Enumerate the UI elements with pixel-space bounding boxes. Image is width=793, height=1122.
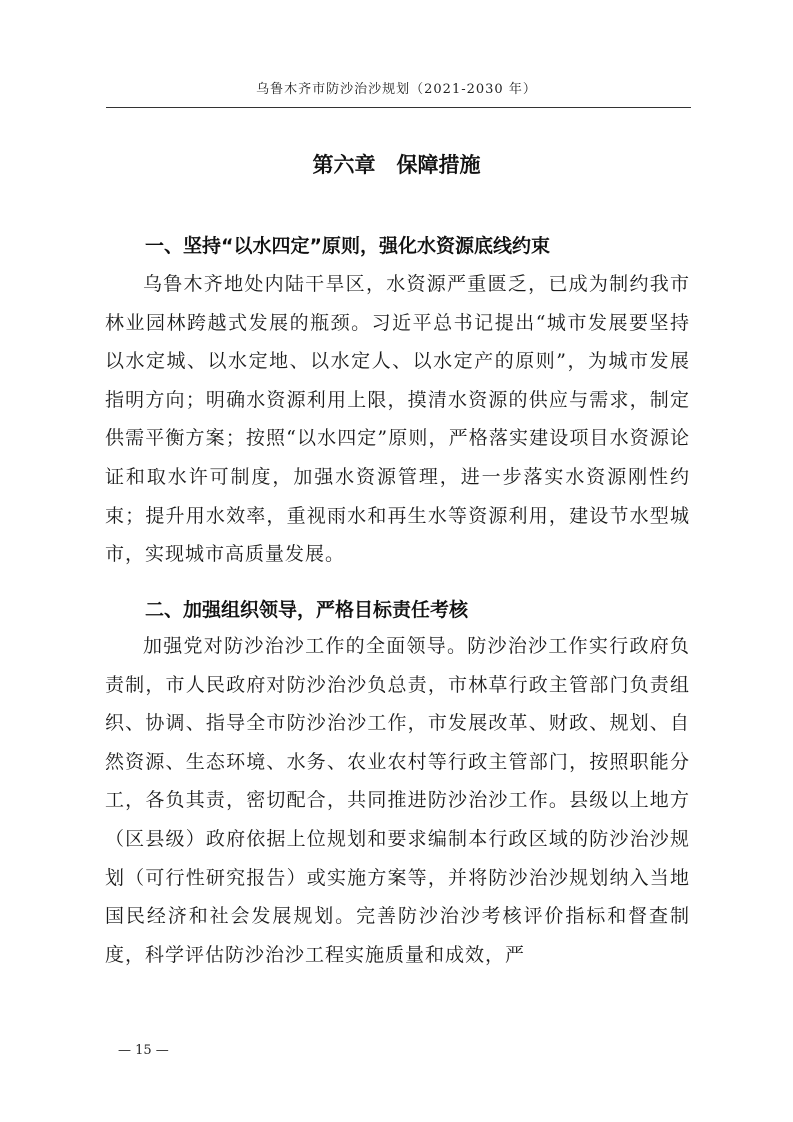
chapter-title: 第六章 保障措施	[312, 153, 481, 177]
section-body-organization: 加强党对防沙治沙工作的全面领导。防沙治沙工作实行政府负责制，市人民政府对防沙治沙负总责，市林草行政主管部门负责组织、协调、指导全市防沙治沙工作，市发展改革、财政、规划、自然资源、生态环境、水务、农业农村等行政主管部门，按照职能分工，各负其责，密切配合，共同推进防沙治沙工作。县级以上地方（区县级）政府依据上位规划和要求编制本行政区域的防沙治沙规划（可行性研究报告）或实施方案等，并将防沙治沙规划纳入当地国民经济和社会发展规划。完善防沙治沙考核评价指标和督查制度，科学评估防沙治沙工程实施质量和成效，严	[105, 635, 690, 966]
section-heading-organization: 二、加强组织领导，严格目标责任考核	[145, 599, 469, 621]
page-number: — 15 —	[118, 1043, 169, 1058]
section-body-water-resources: 乌鲁木齐地处内陆干旱区，水资源严重匮乏，已成为制约我市林业园林跨越式发展的瓶颈。习近平总书记提出“城市发展要坚持以水定城、以水定地、以水定人、以水定产的原则”，为城市发展指明方向；明确水资源利用上限，摸清水资源的供应与需求，制定供需平衡方案；按照“以水四定”原则，严格落实建设项目水资源论证和取水许可制度，加强水资源管理，进一步落实水资源刚性约束；提升用水效率，重视雨水和再生水等资源利用，建设节水型城市，实现城市高质量发展。	[105, 273, 690, 566]
running-header: 乌鲁木齐市防沙治沙规划（2021-2030 年）	[256, 82, 537, 97]
header-divider	[106, 107, 691, 108]
section-heading-water-resources: 一、坚持“以水四定”原则，强化水资源底线约束	[145, 235, 550, 257]
